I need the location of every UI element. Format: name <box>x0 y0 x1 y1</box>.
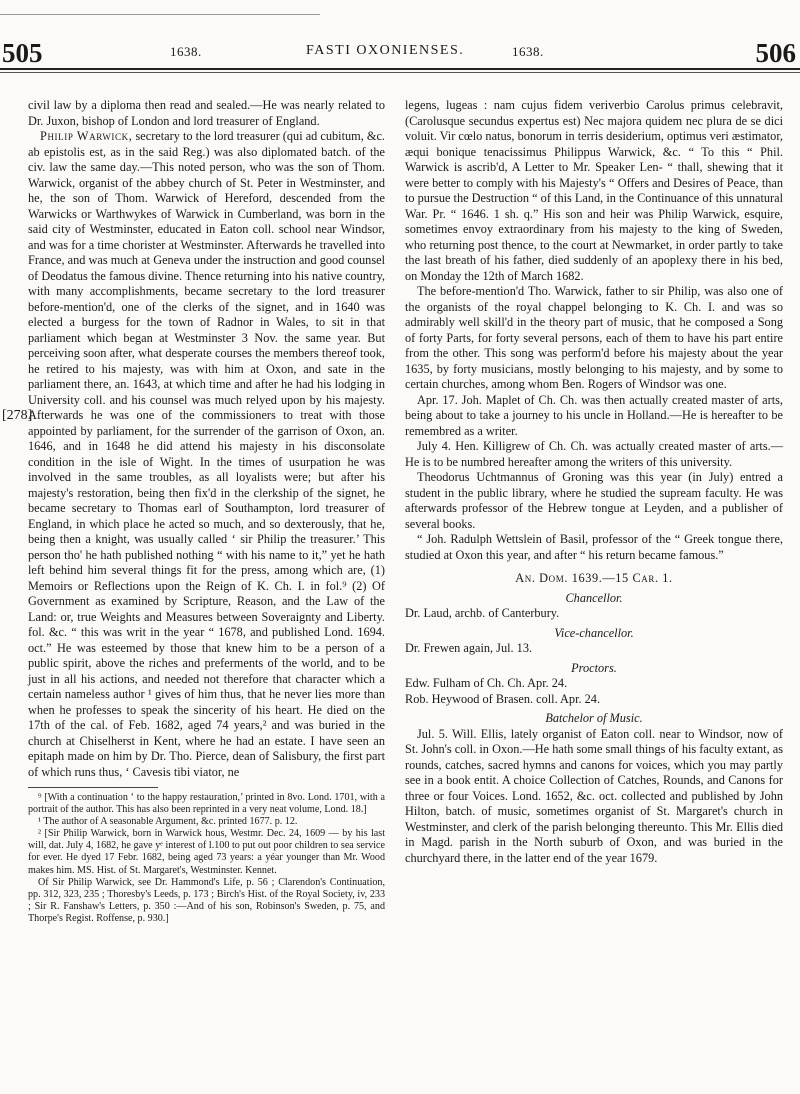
chancellor-heading: Chancellor. <box>565 590 623 605</box>
proctor-entry-1: Edw. Fulham of Ch. Ch. Apr. 24. <box>405 676 568 690</box>
paragraph-epitaph: legens, lugeas : nam cujus fidem veriverbio Carolus primus celebravit, (Carolusque secundus expertus est) Nec majora quidem nec plura de se dici voluit. Vir cœlo natus, bonorum in terris desiderium, optimus veri æstimator, æqui bonique tenacissimus Philippus Warwick, &c. “ To this “ Phil. Warwick is ascrib'd, A Letter to Mr. Speaker Len- “ thall, shewing that it were better to comply with his Majesty's “ Offers and Desires of Peace, than to pursue the Destruction “ of this Land, in the Continuance of this unnatural War. Pr. “ 1646. 1 sh. q.” His son and heir was Philip Warwick, esquire, sometimes envoy extraordinary from his majesty to the king of Sweden, who returning post thence, to the court at Newmarket, in order partly to take the last breath of his father, died suddenly of an apoplexy there in his bed, on Monday the 12th of March 1682. <box>405 98 783 283</box>
footnote-9: ⁹ [With a continuation ‘ to the happy restauration,’ printed in 8vo. Lond. 1701, with a portrait of the author. This has also been reprinted in a very neat volume, Lond. 18.] <box>28 792 385 816</box>
running-year-left: 1638. <box>170 44 202 59</box>
paragraph-ellis: Jul. 5. Will. Ellis, lately organist of Eaton coll. near to Windsor, now of St. John's coll. in Oxon.—He hath some small things of his faculty extant, as rounds, catches, sacred hymns and canons for voices, which you may partly see in a book entit. A choice Collection of Catches, Rounds, and Canons for three or four Voices. Lond. 1652, &c. oct. collected and published by John Hilton, batch. of music, sometimes organist of St. Margaret's church in Westminster, and clerk of the parish belonging thereunto. This Mr. Ellis died in Magd. parish in the North suburb of Oxon, and was buried in the churchyard there, in the latter end of the year 1679. <box>405 726 783 865</box>
footnote-2-continued: Of Sir Philip Warwick, see Dr. Hammond's Life, p. 56 ; Clarendon's Continuation, pp. 312, 323, 235 ; Thoresby's Leeds, p. 173 ; Birch's Hist. of the Royal Society, iv, 233 ; Sir R. Fanshaw's Letters, p. 350 :—And of his son, Robinson's Sweden, p. 75, and Thorpe's Regist. Roffense, p. 930.] <box>28 876 385 924</box>
page-number-right: 506 <box>755 38 796 68</box>
paragraph-killigrew: July 4. Hen. Killigrew of Ch. Ch. was actually created master of arts.—He is to be numbred hereafter among the writers of this university. <box>405 439 783 469</box>
paragraph-uchtmannus: Theodorus Uchtmannus of Groning was this year (in July) entred a student in the public library, where he studied the supream faculty. He was afterwards professor of the Hebrew tongue at Leyden, and a publisher of several books. <box>405 470 783 531</box>
margin-page-reference: [278] <box>2 408 33 423</box>
footnote-rule <box>28 787 158 788</box>
paragraph-tho-warwick: The before-mention'd Tho. Warwick, father to sir Philip, was also one of the organists of the royal chappel belonging to K. Ch. I. and was so admirably well skill'd in the theory part of music, that he composed a Song of forty Parts, for forty several persons, each of them to have his part entire from the other. This song was perform'd before his majesty about the year 1635, by forty musicians, mostly belonging to his majesty, and by some to certain churches, among whom Ben. Rogers of Windsor was one. <box>405 284 783 391</box>
paragraph-wettslein: “ Joh. Radulph Wettslein of Basil, professor of the “ Greek tongue there, studied at Oxon this year, and after “ his return became famous.” <box>405 532 783 562</box>
chancellor-entry: Dr. Laud, archb. of Canterbury. <box>405 606 560 620</box>
paragraph-juxon: civil law by a diploma then read and sealed.—He was nearly related to Dr. Juxon, bishop of London and lord treasurer of England. <box>28 98 385 128</box>
music-heading: Batchelor of Music. <box>545 711 643 725</box>
header-rule-thin <box>0 72 800 73</box>
year-heading: An. Dom. 1639.—15 Car. 1. <box>515 571 673 585</box>
right-column <box>405 98 783 866</box>
left-column <box>28 98 385 925</box>
paragraph-maplet: Apr. 17. Joh. Maplet of Ch. Ch. was then actually created master of arts, being about to take a journey to his uncle in Holland.—He is hereafter to be remembred as a writer. <box>405 392 783 438</box>
vice-chancellor-heading: Vice-chancellor. <box>554 625 634 640</box>
header-rule <box>0 68 800 70</box>
paragraph-warwick: Philip Warwick, secretary to the lord treasurer (qui ad cubitum, &c. ab epistolis est, as in the said Reg.) was also diplomated batch. of the civ. law the same day.—This noted person, who was the son of Thom. Warwick, organist of the abbey church of St. Peter in Westminster, and he, the son of Thom. Warwick of Hereford, descended from the Warwicks or Warthwykes of Warwick in Cumberland, was born in the said city of Westminster, educated in Eaton coll. school near Windsor, and was for a time chorister at Westminster. Afterwards he travelled into France, and was much at Geneva under the instruction and good counsel of Deodatus the famous divine. Thence returning into his native country, with many accomplishments, became secretary to the lord treasurer before-mention'd, one of the clerks of the signet, and in 1640 was elected a burgess for the town of Radnor in Wales, to sit in that parliament which began at Westminster 3 Nov. the same year. But perceiving soon after, what desperate courses the members thereof took, he retired to his majesty, was with him at Oxon, and sate in the parliament there, an. 1643, at which time and after he had his lodging in University coll. and his counsel was much relyed upon by his majesty. Afterwards he was one of the commissioners to treat with those appointed by parliament, for the surrender of the garrison of Oxon, an. 1646, and in 1648 he did attend his majesty in his disconsolate condition in the isle of Wight. In the times of usurpation he was involved in the same troubles, as all loyalists were; but after his majesty's restoration, being then fix'd in the clerkship of the signet, he became secretary to Thomas earl of Southampton, lord treasurer of England, in which place he acted so much, and so dexterously, that he, being then a knight, was usually called ‘ sir Philip the treasurer.’ This person tho' he hath published nothing “ with his name to it,” yet he hath left behind him several things fit for the press, among which are, (1) Memoirs or Reflections upon the Reign of K. Ch. I. in fol.⁹ (2) Of Government as examined by Scripture, Reason, and the Law of the Land: or, true Weights and Measures between Soveraignty and Liberty. fol. &c. “ this was writ in the year “ 1678, and published Lond. 1694. oct.” He was esteemed by those that knew him to be a person of a public spirit, above the riches and preferments of the world, and to be just in all his actions, and needed not therefore that character which a certain nameless author ¹ gives of him thus, that he never lies more than when he professes to speak the sincerity of his heart. He died on the 17th of the cal. of Feb. 1682, aged 74 years,² and was buried in the church at Chiselherst in Kent, where he had an estate. I have seen an epitaph made on him by Dr. Tho. Pierce, dean of Salisbury, the first part of which runs thus, ‘ Cavesis tibi viator, ne <box>28 129 385 779</box>
footnote-1: ¹ The author of A seasonable Argument, &c. printed 1677. p. 12. <box>38 816 298 828</box>
page-number-left: 505 <box>2 38 43 68</box>
running-title: FASTI OXONIENSES. <box>306 43 465 58</box>
proctor-entry-2: Rob. Heywood of Brasen. coll. Apr. 24. <box>405 691 601 706</box>
header-top-rule <box>0 14 320 15</box>
proctors-heading: Proctors. <box>571 660 617 675</box>
person-name: Philip Warwick, <box>40 129 133 143</box>
running-year-right: 1638. <box>512 44 544 59</box>
vice-chancellor-entry: Dr. Frewen again, Jul. 13. <box>405 641 533 655</box>
footnote-2: ² [Sir Philip Warwick, born in Warwick hous, Westmr. Dec. 24, 1609 — by his last will, dat. July 4, 1682, he gave yᵉ interest of l.100 to put out poor children to sea service for ever. He dyed 17 Febr. 1682, being aged 73 years: a yéar younger than Mr. Wood makes him. MS. Hist. of St. Margaret's, Westminster. Kennet. <box>28 828 385 876</box>
